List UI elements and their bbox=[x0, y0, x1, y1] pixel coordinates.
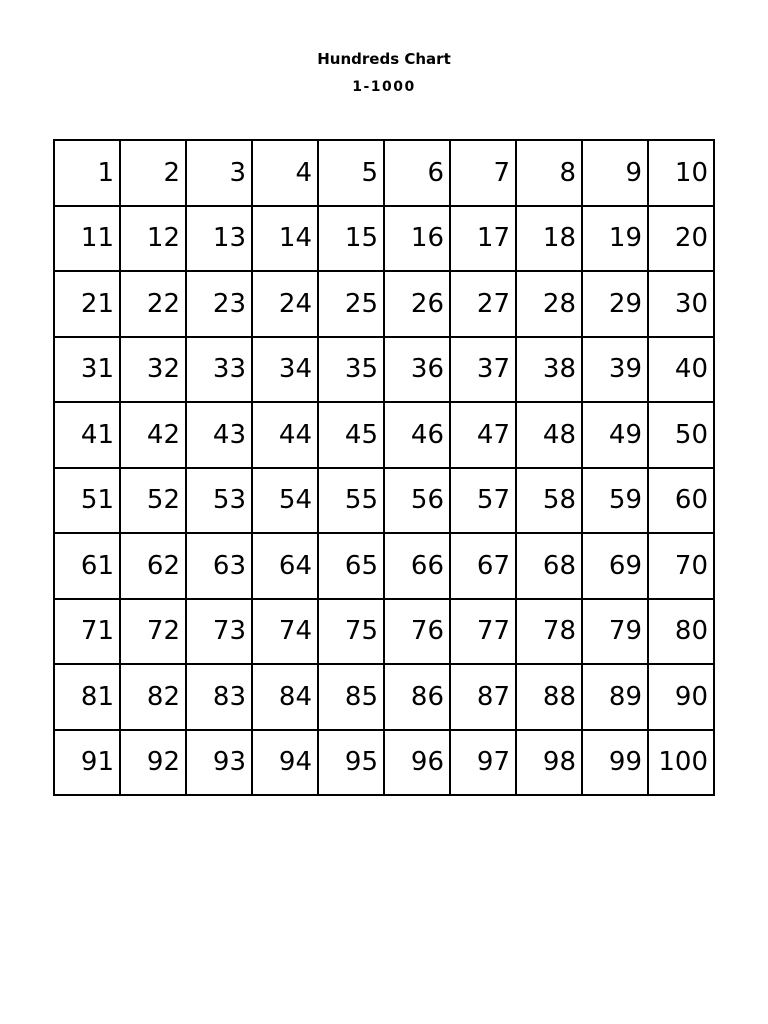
number-cell: 35 bbox=[318, 337, 384, 403]
number-cell: 12 bbox=[120, 206, 186, 272]
number-cell: 81 bbox=[54, 664, 120, 730]
page-subtitle: 1-1000 bbox=[352, 79, 416, 95]
number-cell: 3 bbox=[186, 140, 252, 206]
number-cell: 95 bbox=[318, 730, 384, 796]
number-cell: 24 bbox=[252, 271, 318, 337]
number-cell: 29 bbox=[582, 271, 648, 337]
number-cell: 74 bbox=[252, 599, 318, 665]
number-cell: 78 bbox=[516, 599, 582, 665]
number-cell: 40 bbox=[648, 337, 714, 403]
number-cell: 39 bbox=[582, 337, 648, 403]
number-cell: 67 bbox=[450, 533, 516, 599]
number-cell: 98 bbox=[516, 730, 582, 796]
number-cell: 94 bbox=[252, 730, 318, 796]
number-cell: 32 bbox=[120, 337, 186, 403]
number-cell: 50 bbox=[648, 402, 714, 468]
number-cell: 97 bbox=[450, 730, 516, 796]
number-cell: 43 bbox=[186, 402, 252, 468]
number-cell: 62 bbox=[120, 533, 186, 599]
number-cell: 45 bbox=[318, 402, 384, 468]
number-cell: 21 bbox=[54, 271, 120, 337]
number-cell: 41 bbox=[54, 402, 120, 468]
number-cell: 6 bbox=[384, 140, 450, 206]
number-cell: 77 bbox=[450, 599, 516, 665]
table-row bbox=[54, 140, 714, 206]
table-row bbox=[54, 468, 714, 534]
number-cell: 2 bbox=[120, 140, 186, 206]
number-cell: 96 bbox=[384, 730, 450, 796]
number-cell: 49 bbox=[582, 402, 648, 468]
number-cell: 73 bbox=[186, 599, 252, 665]
table-row bbox=[54, 730, 714, 796]
number-cell: 57 bbox=[450, 468, 516, 534]
number-cell: 84 bbox=[252, 664, 318, 730]
number-cell: 83 bbox=[186, 664, 252, 730]
number-cell: 47 bbox=[450, 402, 516, 468]
number-cell: 58 bbox=[516, 468, 582, 534]
number-cell: 68 bbox=[516, 533, 582, 599]
number-cell: 16 bbox=[384, 206, 450, 272]
number-cell: 10 bbox=[648, 140, 714, 206]
number-cell: 53 bbox=[186, 468, 252, 534]
number-cell: 30 bbox=[648, 271, 714, 337]
number-cell: 61 bbox=[54, 533, 120, 599]
number-cell: 22 bbox=[120, 271, 186, 337]
number-cell: 63 bbox=[186, 533, 252, 599]
number-cell: 80 bbox=[648, 599, 714, 665]
number-cell: 14 bbox=[252, 206, 318, 272]
number-cell: 13 bbox=[186, 206, 252, 272]
number-cell: 26 bbox=[384, 271, 450, 337]
number-cell: 72 bbox=[120, 599, 186, 665]
number-cell: 42 bbox=[120, 402, 186, 468]
number-cell: 33 bbox=[186, 337, 252, 403]
number-cell: 93 bbox=[186, 730, 252, 796]
number-cell: 52 bbox=[120, 468, 186, 534]
number-cell: 69 bbox=[582, 533, 648, 599]
number-cell: 8 bbox=[516, 140, 582, 206]
number-cell: 17 bbox=[450, 206, 516, 272]
number-cell: 76 bbox=[384, 599, 450, 665]
number-cell: 19 bbox=[582, 206, 648, 272]
table-row bbox=[54, 206, 714, 272]
table-row bbox=[54, 271, 714, 337]
number-cell: 75 bbox=[318, 599, 384, 665]
number-cell: 38 bbox=[516, 337, 582, 403]
grid-body bbox=[54, 140, 714, 795]
number-cell: 70 bbox=[648, 533, 714, 599]
number-cell: 82 bbox=[120, 664, 186, 730]
number-cell: 36 bbox=[384, 337, 450, 403]
number-cell: 27 bbox=[450, 271, 516, 337]
number-cell: 59 bbox=[582, 468, 648, 534]
number-cell: 48 bbox=[516, 402, 582, 468]
number-cell: 25 bbox=[318, 271, 384, 337]
number-cell: 4 bbox=[252, 140, 318, 206]
number-cell: 20 bbox=[648, 206, 714, 272]
page-title: Hundreds Chart bbox=[317, 50, 451, 68]
number-cell: 5 bbox=[318, 140, 384, 206]
table-row bbox=[54, 533, 714, 599]
number-cell: 66 bbox=[384, 533, 450, 599]
number-cell: 92 bbox=[120, 730, 186, 796]
number-cell: 100 bbox=[648, 730, 714, 796]
hundreds-chart-grid bbox=[53, 139, 715, 796]
number-cell: 56 bbox=[384, 468, 450, 534]
number-cell: 46 bbox=[384, 402, 450, 468]
number-cell: 31 bbox=[54, 337, 120, 403]
number-cell: 18 bbox=[516, 206, 582, 272]
number-cell: 89 bbox=[582, 664, 648, 730]
number-cell: 1 bbox=[54, 140, 120, 206]
number-cell: 91 bbox=[54, 730, 120, 796]
number-cell: 55 bbox=[318, 468, 384, 534]
number-cell: 79 bbox=[582, 599, 648, 665]
number-cell: 7 bbox=[450, 140, 516, 206]
table-row bbox=[54, 599, 714, 665]
number-cell: 60 bbox=[648, 468, 714, 534]
number-cell: 11 bbox=[54, 206, 120, 272]
number-cell: 85 bbox=[318, 664, 384, 730]
table-row bbox=[54, 402, 714, 468]
number-cell: 34 bbox=[252, 337, 318, 403]
table-row bbox=[54, 664, 714, 730]
number-cell: 37 bbox=[450, 337, 516, 403]
number-cell: 9 bbox=[582, 140, 648, 206]
number-cell: 15 bbox=[318, 206, 384, 272]
number-cell: 99 bbox=[582, 730, 648, 796]
number-cell: 54 bbox=[252, 468, 318, 534]
number-cell: 44 bbox=[252, 402, 318, 468]
number-cell: 90 bbox=[648, 664, 714, 730]
number-cell: 64 bbox=[252, 533, 318, 599]
number-cell: 87 bbox=[450, 664, 516, 730]
number-cell: 88 bbox=[516, 664, 582, 730]
table-row bbox=[54, 337, 714, 403]
number-cell: 71 bbox=[54, 599, 120, 665]
number-cell: 65 bbox=[318, 533, 384, 599]
number-cell: 51 bbox=[54, 468, 120, 534]
number-cell: 86 bbox=[384, 664, 450, 730]
number-cell: 23 bbox=[186, 271, 252, 337]
number-cell: 28 bbox=[516, 271, 582, 337]
